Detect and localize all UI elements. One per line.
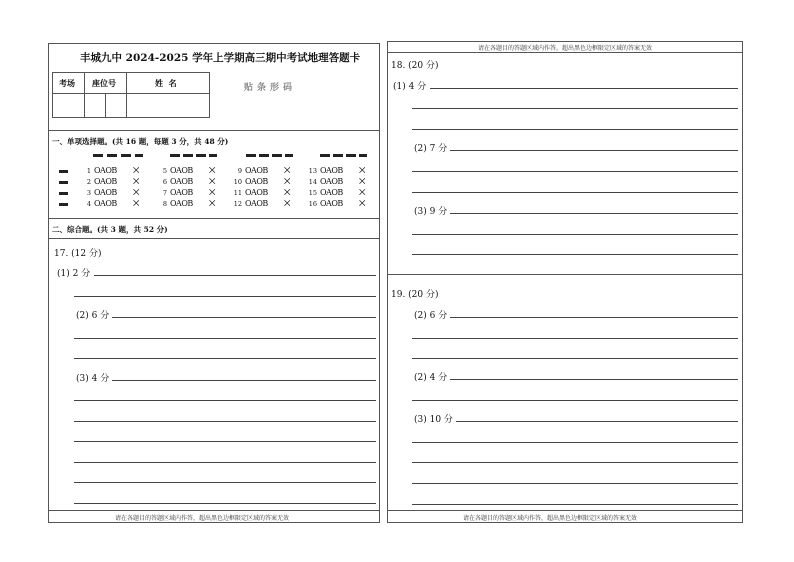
row-marker [59,203,68,206]
answer-line[interactable] [412,171,738,172]
exam-room-label: 考场 [59,78,75,88]
question-number: 5 [162,167,167,175]
exam-room-header [52,72,85,94]
question-number: 8 [162,200,167,208]
seat-no-header [84,72,127,94]
cross-icon: ⨉ [209,188,215,197]
cross-icon: ⨉ [209,166,215,175]
left-footer-notice: 请在各题目的答题区域内作答，超出黑色边框限定区域的答案无效 [115,515,290,522]
answer-line[interactable] [112,380,376,381]
column-marker [107,154,117,157]
q18-part1-label: (1) 4 分 [393,82,427,92]
column-marker [196,154,206,157]
column-marker [121,154,131,157]
section1-heading: 一、单项选择题。(共 16 题，每题 3 分，共 48 分) [52,137,229,146]
answer-options[interactable]: OAOB [94,188,117,197]
cross-icon: ⨉ [284,199,290,208]
answer-line[interactable] [74,400,376,401]
q19-part1-label: (2) 6 分 [414,311,448,321]
cross-icon: ⨉ [284,177,290,186]
column-marker [259,154,269,157]
column-marker [333,154,343,157]
answer-options[interactable]: OAOB [320,188,343,197]
column-marker [359,154,367,157]
column-marker [246,154,256,157]
cross-icon: ⨉ [284,188,290,197]
answer-options[interactable]: OAOB [245,166,268,175]
answer-line[interactable] [74,503,376,504]
answer-line[interactable] [412,108,738,109]
exam-room-value[interactable] [52,93,85,118]
answer-line[interactable] [412,338,738,339]
question-number: 11 [233,189,242,197]
cross-icon: ⨉ [209,177,215,186]
answer-options[interactable]: OAOB [245,177,268,186]
answer-options[interactable]: OAOB [245,188,268,197]
answer-line[interactable] [450,379,738,380]
column-marker [346,154,356,157]
answer-line[interactable] [412,358,738,359]
cross-icon: ⨉ [133,177,139,186]
cross-icon: ⨉ [359,177,365,186]
cross-icon: ⨉ [359,199,365,208]
answer-line[interactable] [74,482,376,483]
question-number: 1 [86,167,91,175]
question-number: 3 [86,189,91,197]
answer-line[interactable] [412,442,738,443]
column-marker [170,154,180,157]
answer-line[interactable] [112,317,376,318]
divider-section2 [48,238,380,239]
column-marker [135,154,143,157]
answer-line[interactable] [412,192,738,193]
name-header [126,72,210,94]
seat-no-label: 座位号 [92,78,116,88]
answer-options[interactable]: OAOB [94,166,117,175]
answer-line[interactable] [74,441,376,442]
answer-line[interactable] [74,338,376,339]
answer-line[interactable] [74,358,376,359]
q19-label: 19. (20 分) [391,290,439,300]
answer-line[interactable] [74,421,376,422]
answer-line[interactable] [450,150,738,151]
q18-part2-label: (2) 7 分 [414,144,448,154]
divider-section1 [48,218,380,219]
answer-line[interactable] [430,88,738,89]
question-number: 14 [308,178,317,186]
answer-line[interactable] [412,400,738,401]
question-number: 12 [233,200,242,208]
answer-line[interactable] [412,254,738,255]
row-marker [59,181,68,184]
cross-icon: ⨉ [133,199,139,208]
section2-heading: 二、综合题。(共 3 题，共 52 分) [52,225,168,234]
q18-part3-label: (3) 9 分 [414,207,448,217]
answer-options[interactable]: OAOB [320,166,343,175]
left-footer-divider [48,510,380,511]
answer-line[interactable] [450,213,738,214]
question-number: 7 [162,189,167,197]
right-top-divider [387,52,743,53]
answer-line[interactable] [74,462,376,463]
answer-options[interactable]: OAOB [320,177,343,186]
answer-options[interactable]: OAOB [320,199,343,208]
right-answer-panel [387,41,743,523]
barcode-placeholder: 贴条形码 [244,83,297,93]
cross-icon: ⨉ [359,166,365,175]
answer-line[interactable] [456,421,738,422]
answer-line[interactable] [74,296,376,297]
seat-no-value-1[interactable] [84,93,106,118]
question-number: 15 [308,189,317,197]
column-marker [285,154,293,157]
right-footer-divider [387,510,743,511]
answer-options[interactable]: OAOB [94,177,117,186]
column-marker [272,154,282,157]
right-footer-notice: 请在各题目的答题区域内作答，超出黑色边框限定区域的答案无效 [463,515,638,522]
seat-no-value-2[interactable] [105,93,127,118]
question-number: 10 [233,178,242,186]
answer-line[interactable] [412,234,738,235]
row-marker [59,170,68,173]
answer-options[interactable]: OAOB [170,166,193,175]
answer-options[interactable]: OAOB [170,188,193,197]
column-marker [209,154,217,157]
right-top-notice: 请在各题目的答题区域内作答，超出黑色边框限定区域的答案无效 [478,45,653,52]
answer-line[interactable] [450,317,738,318]
cross-icon: ⨉ [133,166,139,175]
answer-line[interactable] [412,483,738,484]
answer-line[interactable] [412,504,738,505]
cross-icon: ⨉ [133,188,139,197]
answer-options[interactable]: OAOB [94,199,117,208]
cross-icon: ⨉ [209,199,215,208]
q18-label: 18. (20 分) [391,61,439,71]
answer-line[interactable] [94,275,376,276]
q17-part2-label: (2) 6 分 [76,311,110,321]
q19-part2-label: (2) 4 分 [414,373,448,383]
cross-icon: ⨉ [284,166,290,175]
name-value[interactable] [126,93,210,118]
right-mid-divider [387,274,743,275]
column-marker [93,154,103,157]
q17-label: 17. (12 分) [54,249,102,259]
q17-part1-label: (1) 2 分 [57,269,91,279]
answer-options[interactable]: OAOB [170,199,193,208]
column-marker [320,154,330,157]
sheet-title: 丰城九中 2024-2025 学年上学期高三期中考试地理答题卡 [80,52,361,64]
name-label: 姓 名 [155,78,177,88]
divider-info [48,130,380,131]
answer-options[interactable]: OAOB [170,177,193,186]
cross-icon: ⨉ [359,188,365,197]
question-number: 13 [308,167,317,175]
q19-part3-label: (3) 10 分 [414,415,453,425]
question-number: 4 [86,200,91,208]
question-number: 2 [86,178,91,186]
answer-options[interactable]: OAOB [245,199,268,208]
question-number: 16 [308,200,317,208]
question-number: 9 [237,167,242,175]
column-marker [183,154,193,157]
q17-part3-label: (3) 4 分 [76,374,110,384]
answer-line[interactable] [412,129,738,130]
row-marker [59,192,68,195]
question-number: 6 [162,178,167,186]
answer-line[interactable] [412,462,738,463]
